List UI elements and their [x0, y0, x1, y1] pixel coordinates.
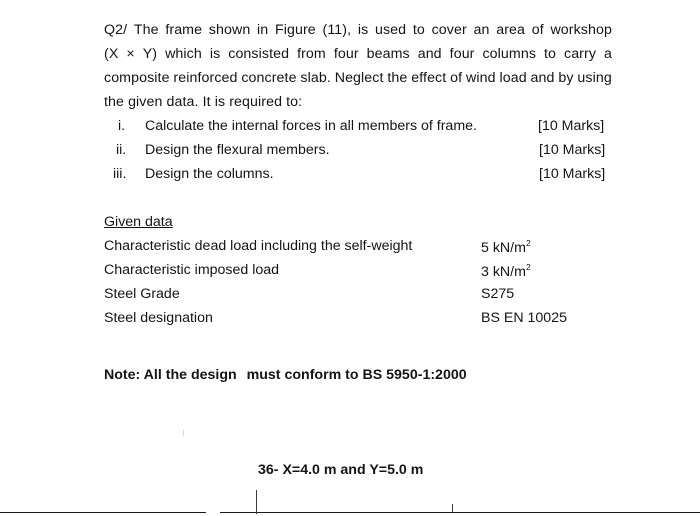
question-word: cover — [431, 22, 467, 38]
task-text: Design the columns. — [145, 166, 274, 182]
value-text: 5 kN/m — [481, 240, 526, 256]
note-suffix: must conform to BS 5950-1:2000 — [246, 367, 467, 383]
figure-line — [220, 512, 700, 513]
question-word: of — [450, 70, 463, 86]
task-number: ii. — [116, 142, 127, 158]
question-word: beams — [366, 46, 410, 62]
question-word: carry — [564, 46, 597, 62]
question-word: shown — [208, 22, 251, 38]
given-value — [481, 238, 531, 256]
task-marks: [10 Marks] — [539, 166, 606, 182]
question-word: to — [543, 46, 557, 62]
question-word: concrete — [241, 70, 297, 86]
question-word: (X — [104, 46, 119, 62]
given-data-heading: Given data — [104, 214, 173, 230]
question-word: four — [449, 46, 475, 62]
question-word: the — [387, 70, 408, 86]
task-marks: [10 Marks] — [538, 118, 605, 134]
question-word: slab. — [300, 70, 331, 86]
question-word: and — [417, 46, 442, 62]
question-word: Neglect — [334, 70, 384, 86]
question-line-1 — [104, 22, 612, 38]
figure-line — [256, 490, 257, 514]
question-word: by — [558, 70, 574, 86]
task-marks: [10 Marks] — [539, 142, 606, 158]
question-word: using — [577, 70, 612, 86]
task-text: Calculate the internal forces in all members of frame. — [145, 118, 477, 134]
question-word: a — [604, 46, 612, 62]
question-word: Q2/ — [104, 22, 128, 38]
given-label: Characteristic imposed load — [104, 262, 280, 278]
question-word: to — [412, 22, 425, 38]
given-value — [481, 262, 531, 280]
note-prefix: Note: All the design — [104, 367, 237, 383]
question-word: workshop — [550, 22, 612, 38]
question-word: effect — [411, 70, 447, 86]
question-word: four — [333, 46, 359, 62]
question-word: area — [496, 22, 525, 38]
given-label: Steel designation — [104, 310, 213, 326]
question-word: in — [257, 22, 269, 38]
given-label: Steel Grade — [104, 286, 180, 302]
question-word: of — [531, 22, 544, 38]
question-word: consisted — [228, 46, 290, 62]
question-word: (11), — [322, 22, 352, 38]
task-number: iii. — [113, 166, 127, 182]
task-number: i. — [118, 118, 126, 134]
design-note — [104, 367, 467, 383]
question-word: The — [133, 22, 159, 38]
task-text: Design the flexural members. — [145, 142, 330, 158]
question-line-2 — [104, 46, 612, 62]
value-superscript: 2 — [525, 238, 531, 248]
question-line-4 — [104, 94, 302, 110]
question-word: frame — [165, 22, 203, 38]
question-word: used — [374, 22, 407, 38]
faint-mark — [183, 430, 184, 436]
question-word: load — [499, 70, 527, 86]
question-word: wind — [466, 70, 496, 86]
question-word: Y) — [142, 46, 158, 62]
question-word: the given data. It is required to: — [104, 94, 303, 110]
frame-dimensions: 36- X=4.0 m and Y=5.0 m — [258, 462, 424, 478]
given-label: Characteristic dead load including the self-weight — [104, 238, 413, 254]
value-superscript: 2 — [525, 262, 531, 272]
question-word: an — [473, 22, 490, 38]
question-word: Figure — [274, 22, 316, 38]
question-word: columns — [482, 46, 537, 62]
question-word: and — [530, 70, 555, 86]
figure-line — [452, 504, 453, 512]
question-line-3 — [104, 70, 612, 86]
question-word: × — [126, 46, 135, 62]
question-word: is — [209, 46, 221, 62]
question-word: from — [297, 46, 326, 62]
question-word: which — [165, 46, 202, 62]
given-value: BS EN 10025 — [481, 310, 567, 326]
figure-line — [0, 512, 206, 513]
value-text: 3 kN/m — [481, 264, 526, 280]
question-word: is — [357, 22, 369, 38]
question-word: composite — [104, 70, 170, 86]
given-value: S275 — [481, 286, 515, 302]
question-word: reinforced — [173, 70, 238, 86]
